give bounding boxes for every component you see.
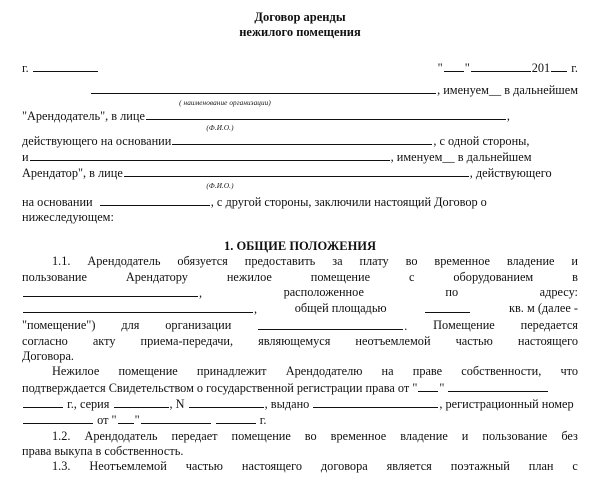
area-label: общей площадью [294, 301, 387, 316]
comma: , [264, 397, 268, 412]
cert-day-blank[interactable] [418, 380, 438, 392]
w: в [572, 269, 578, 284]
organization-line [22, 82, 578, 98]
regnum-quote-close: " [134, 413, 140, 428]
landlord-name-blank[interactable] [146, 108, 506, 120]
w: приема-передачи, [140, 333, 234, 348]
w: с [408, 269, 415, 284]
cert-month-blank[interactable] [448, 380, 548, 392]
date-month-blank[interactable] [471, 60, 531, 72]
comma: , [199, 285, 203, 300]
clause-1-1-line-4 [22, 301, 578, 317]
w: что [560, 364, 578, 379]
area-unit: кв. м (далее - [509, 301, 578, 316]
landlord-one-party: , с одной стороны, [433, 133, 530, 148]
clause-1-1-line-6 [22, 334, 578, 349]
purpose-blank[interactable] [258, 318, 403, 330]
and-label: и [22, 150, 29, 165]
page-title [22, 0, 578, 40]
w: пользование [482, 428, 548, 443]
section-1-heading: 1. ОБЩИЕ ПОЛОЖЕНИЯ [223, 239, 377, 254]
landlord-comma: , [506, 108, 510, 123]
w: передает [171, 428, 218, 443]
cert-year-series-label: г., серия [67, 397, 110, 412]
w: во [405, 254, 418, 269]
city-blank[interactable] [33, 60, 98, 72]
city-label: г. [22, 61, 29, 75]
w: поэтажный [450, 459, 510, 474]
landlord-basis-blank[interactable] [172, 133, 432, 145]
ownership-line-2 [22, 380, 578, 396]
equipment-blank-wrap [22, 285, 202, 301]
w: расположенное [283, 284, 364, 299]
cert-date-quote-close: " [439, 380, 445, 395]
tenant-fio-caption: (Ф.И.О.) [206, 181, 234, 190]
regnum-day-blank[interactable] [118, 412, 134, 424]
area-blank[interactable] [425, 301, 470, 313]
clause-1-1-line-2 [22, 270, 578, 285]
date-year-blank[interactable] [551, 60, 567, 72]
w: временное [330, 428, 387, 443]
city-field [22, 60, 99, 76]
clause-1-1-line-5 [22, 318, 578, 334]
date-field [438, 60, 578, 76]
w: договора [320, 459, 368, 474]
w: предоставить [244, 254, 316, 269]
w: неотъемлемой [355, 333, 431, 348]
w: владение [400, 428, 448, 443]
cert-issuer-blank[interactable] [313, 396, 438, 408]
clause-1-2-line-2: права выкупа в собственность. [22, 443, 184, 458]
clause-1-3-number: 1.3. [52, 459, 71, 474]
w: Помещение [433, 317, 495, 332]
w: и [571, 254, 578, 269]
tenant-basis-label: на основании [22, 194, 93, 209]
w: с [572, 459, 578, 474]
regnum-quote-open: " [111, 413, 117, 428]
landlord-label: "Арендодатель", в лице [22, 108, 145, 123]
w: частью [455, 333, 493, 348]
equipment-blank[interactable] [23, 285, 198, 297]
tenant-org-line [22, 149, 578, 165]
address-blank[interactable] [23, 301, 253, 313]
w: план [528, 459, 554, 474]
w: без [561, 428, 578, 443]
w: на [381, 364, 394, 379]
w: являющемуся [258, 333, 331, 348]
organization-named-hereinafter: , именуем__ в дальнейшем [437, 83, 578, 98]
date-year-prefix: 201 [531, 61, 551, 75]
w: помещение [118, 364, 178, 379]
w: собственности, [461, 364, 542, 379]
w: Арендодатель [87, 254, 161, 269]
ownership-line-3 [22, 396, 578, 412]
regnum-month-blank[interactable] [141, 412, 211, 424]
cert-series-blank[interactable] [114, 396, 169, 408]
organization-caption: ( наименование организации) [179, 98, 271, 107]
clause-1-3-line-1 [22, 459, 578, 474]
regnum-year-suffix: г. [259, 413, 267, 428]
regnum-year-blank[interactable] [216, 412, 256, 424]
w: настоящего [517, 333, 578, 348]
w: передается [520, 317, 578, 332]
landlord-basis-label: действующего на основании [22, 133, 172, 148]
cert-regnum-label: регистрационный номер [445, 397, 574, 412]
w: обязуется [177, 254, 228, 269]
w: помещение [310, 269, 371, 284]
date-year-suffix: г. [571, 61, 578, 75]
w: частью [185, 459, 223, 474]
w: по [445, 284, 459, 299]
regnum-blank[interactable] [23, 412, 93, 424]
cert-number-blank[interactable] [189, 396, 264, 408]
landlord-basis-line [22, 133, 578, 149]
ownership-line-4 [22, 412, 578, 428]
w: для [121, 317, 140, 332]
w: принадлежит [196, 364, 267, 379]
regnum-from-label: от [97, 413, 109, 428]
w: Арендатору [125, 269, 188, 284]
w: Нежилое [52, 364, 100, 379]
w: оборудованием [453, 269, 534, 284]
w: согласно [22, 333, 68, 348]
city-date-row [22, 60, 578, 76]
clause-1-1-line-3 [22, 285, 578, 301]
w: Арендодателю [285, 364, 363, 379]
w: нежилое [226, 269, 272, 284]
w: временное [434, 254, 490, 269]
tenant-basis-line [22, 194, 578, 210]
title-line-2: нежилого помещения [239, 25, 361, 39]
clause-1-1-line-7: Договора. [22, 349, 74, 364]
other-party-text: , с другой стороны, заключили настоящий Договор о [210, 194, 487, 209]
w: настоящего [241, 459, 302, 474]
ownership-cert-text: подтверждается Свидетельством о государственной регистрации права от [22, 380, 410, 395]
clause-1-1-number: 1.1. [52, 254, 71, 269]
w: Неотъемлемой [89, 459, 167, 474]
landlord-line [22, 108, 578, 124]
w: праве [412, 364, 443, 379]
comma: , [254, 302, 258, 317]
cert-date-quote-open: " [412, 380, 418, 395]
landlord-fio-caption: (Ф.И.О.) [206, 123, 234, 132]
tenant-named-hereinafter: , именуем__ в дальнейшем [390, 150, 532, 165]
organization-blank[interactable] [91, 82, 436, 94]
w: и [461, 428, 469, 443]
date-quote-close: " [464, 61, 470, 75]
clause-1-2-line-1 [22, 429, 578, 444]
cert-issued-label: выдано [270, 397, 310, 412]
date-day-blank[interactable] [444, 60, 464, 72]
w: за [332, 254, 343, 269]
clause-1-1-line-1 [22, 254, 578, 269]
period: . [404, 318, 408, 333]
following-line: нижеследующем: [22, 210, 114, 225]
tenant-line [22, 165, 578, 181]
tenant-org-blank[interactable] [30, 149, 390, 161]
w: плату [359, 254, 389, 269]
w: адресу: [539, 284, 578, 299]
comma: , [439, 397, 443, 412]
cert-n-label: N [175, 397, 185, 412]
w: во [304, 428, 317, 443]
w: Арендодатель [84, 428, 158, 443]
tenant-label: Арендатор", в лице [22, 166, 123, 181]
premises-word: "помещение") [22, 317, 96, 332]
w: пользование [22, 269, 87, 284]
ownership-line-1 [22, 364, 578, 379]
w: владение [506, 254, 555, 269]
w: является [386, 459, 432, 474]
comma: , [169, 397, 173, 412]
purpose-blank-wrap [257, 318, 407, 334]
date-quote-open: " [437, 61, 443, 75]
title-line-1: Договор аренды [254, 10, 346, 24]
address-blank-wrap [22, 301, 257, 317]
w: акту [92, 333, 116, 348]
tenant-acting: , действующего [469, 166, 552, 181]
w: помещение [231, 428, 291, 443]
w: организации [165, 317, 232, 332]
clause-1-2-number: 1.2. [52, 428, 71, 443]
tenant-name-blank[interactable] [124, 165, 469, 177]
cert-year-blank[interactable] [23, 396, 63, 408]
tenant-basis-blank[interactable] [100, 194, 210, 206]
